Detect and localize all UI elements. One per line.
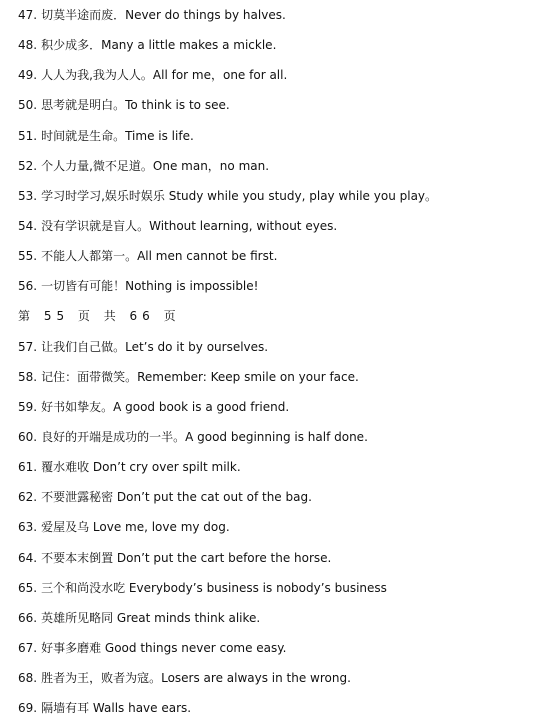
item-text: 时间就是生命。Time is life.	[41, 128, 194, 143]
item-text: 记住：面带微笑。Remember: Keep smile on your face.	[41, 369, 359, 384]
list-item	[18, 698, 533, 728]
item-text: 没有学识就是盲人。Without learning, without eyes.	[41, 218, 338, 233]
item-text: 覆水难收 Don’t cry over spilt milk.	[41, 460, 241, 475]
list-item	[18, 517, 533, 547]
item-number: 49.	[18, 68, 38, 83]
list-item	[18, 397, 533, 427]
item-text: 切莫半途而废．Never do things by halves.	[41, 8, 286, 22]
list-item	[18, 548, 533, 578]
item-number: 65.	[18, 580, 38, 595]
item-text: 不要本末倒置 Don’t put the cart before the horse.	[41, 550, 332, 565]
item-number: 63.	[18, 520, 38, 535]
list-item	[18, 95, 533, 125]
item-number: 62.	[18, 490, 38, 505]
item-text: 爱屋及乌 Love me, love my dog.	[41, 520, 230, 535]
list-item	[18, 35, 533, 65]
item-number: 64.	[18, 550, 38, 565]
item-number: 68.	[18, 671, 38, 686]
item-number: 51.	[18, 128, 38, 143]
list-item	[18, 487, 533, 517]
item-text: 三个和尚没水吃 Everybody’s business is nobody’s business	[41, 580, 387, 595]
list-item	[18, 246, 533, 276]
list-item	[18, 156, 533, 186]
list-item	[18, 427, 533, 457]
list-item	[18, 276, 533, 306]
list-item	[18, 216, 533, 246]
item-number: 66.	[18, 610, 38, 625]
list-item	[18, 5, 533, 35]
item-number: 69.	[18, 701, 38, 716]
item-number: 47.	[18, 8, 38, 22]
item-text: 让我们自己做。Let’s do it by ourselves.	[41, 339, 269, 354]
page-footer: 第 55 页 共 66 页	[18, 309, 181, 324]
list-item	[18, 638, 533, 668]
item-text: 个人力量,微不足道。One man，no man.	[41, 158, 270, 173]
list-item	[18, 367, 533, 397]
list-item	[18, 457, 533, 487]
list-item	[18, 608, 533, 638]
item-text: 隔墙有耳 Walls have ears.	[41, 701, 192, 716]
list-item	[18, 126, 533, 156]
item-number: 56.	[18, 279, 38, 294]
item-text: 不要泄露秘密 Don’t put the cat out of the bag.	[41, 490, 312, 505]
item-number: 57.	[18, 339, 38, 354]
item-text: 好书如挚友。A good book is a good friend.	[41, 399, 290, 414]
item-text: 思考就是明白。To think is to see.	[41, 98, 230, 113]
item-number: 53.	[18, 188, 38, 203]
item-text: 人人为我,我为人人。All for me，one for all.	[41, 68, 288, 83]
item-number: 67.	[18, 640, 38, 655]
item-number: 61.	[18, 460, 38, 475]
item-number: 60.	[18, 429, 38, 444]
item-number: 54.	[18, 218, 38, 233]
item-text: 好事多磨难 Good things never come easy.	[41, 640, 287, 655]
item-text: 积少成多．Many a little makes a mickle.	[41, 38, 277, 53]
item-number: 55.	[18, 249, 38, 264]
list-item	[18, 186, 533, 216]
item-text: 良好的开端是成功的一半。A good beginning is half done.	[41, 429, 368, 444]
document-page	[18, 5, 533, 728]
item-number: 50.	[18, 98, 38, 113]
list-item	[18, 337, 533, 367]
item-text: 一切皆有可能！Nothing is impossible!	[41, 279, 259, 294]
list-item	[18, 668, 533, 698]
item-number: 58.	[18, 369, 38, 384]
item-text: 不能人人都第一。All men cannot be first.	[41, 249, 278, 264]
item-number: 48.	[18, 38, 38, 53]
item-number: 59.	[18, 399, 38, 414]
list-item	[18, 578, 533, 608]
item-text: 胜者为王，败者为寇。Losers are always in the wrong.	[41, 671, 351, 686]
item-text: 英雄所见略同 Great minds think alike.	[41, 610, 261, 625]
item-number: 52.	[18, 158, 38, 173]
item-text: 学习时学习,娱乐时娱乐 Study while you study, play while you play。	[41, 188, 438, 203]
list-item	[18, 65, 533, 95]
